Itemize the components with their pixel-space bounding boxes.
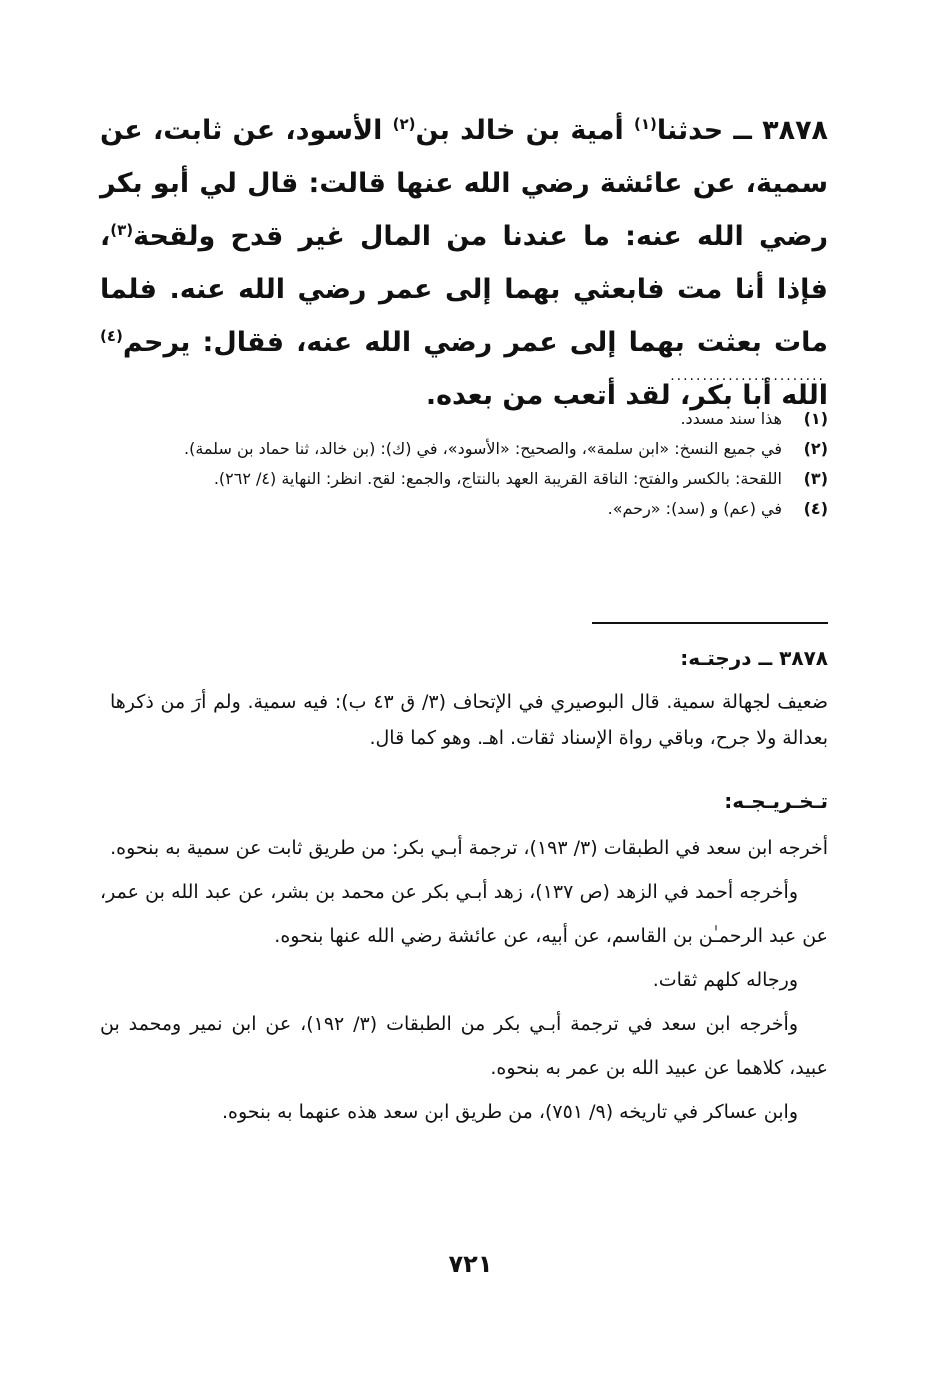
takhrij-paragraph: أخرجه ابن سعد في الطبقات (٣/ ١٩٣)، ترجمة أبـي بكر: من طريق ثابت عن سمية به بنحوه. (110, 837, 828, 859)
footnote-4 (100, 494, 828, 524)
footnote-separator: ........................ (670, 368, 825, 384)
footnote-3 (100, 464, 828, 494)
footnote-ref-1[interactable]: (١) (633, 115, 657, 133)
footnote-ref-3[interactable]: (٣) (110, 221, 134, 239)
grade-heading: ٣٨٧٨ ــ درجتـه: (680, 646, 828, 670)
footnote-ref-4[interactable]: (٤) (100, 327, 123, 345)
section-divider (592, 622, 828, 624)
footnote-2 (100, 434, 828, 464)
footnote-text: اللقحة: بالكسر والفتح: الناقة القريبة العهد بالنتاج، والجمع: لقح. انظر: النهاية (٤/ ٢٦٢). (213, 469, 782, 488)
takhrij-paragraph: وأخرجه ابن سعد في ترجمة أبـي بكر من الطبقات (٣/ ١٩٢)، عن ابن نمير ومحمد بن عبيد، كلاهما عن عبيد الله بن عمر به بنحوه. (100, 1013, 828, 1079)
hadith-part-2: أمية بن خالد بن (415, 115, 624, 146)
takhrij-paragraph: وابن عساكر في تاريخه (٩/ ٧٥١)، من طريق ابن سعد هذه عنهما به بنحوه. (221, 1101, 798, 1123)
page-number: ٧٢١ (448, 1250, 493, 1278)
hadith-part-5: الله أبا بكر، لقد أتعب من بعده. (425, 380, 828, 411)
hadith-part-1: حدثنا (656, 115, 724, 146)
footnote-text: هذا سند مسدد. (680, 409, 782, 428)
grade-text: ضعيف لجهالة سمية. قال البوصيري في الإتحاف (٣/ ق ٤٣ ب): فيه سمية. ولم أرَ من ذكرها بعدالة ولا جرح، وباقي رواة الإسناد ثقات. اهـ. وهو كما قال. (110, 691, 828, 749)
footnote-number: (٤) (803, 499, 828, 518)
footnote-number: (٢) (803, 439, 828, 458)
takhrij-paragraph: ورجاله كلهم ثقات. (652, 969, 798, 991)
hadith-part-3: الأسود، عن ثابت، عن سمية، عن عائشة رضي الله عنها قالت: قال لي أبو بكر رضي الله عنه: ما عندنا من المال غير قدح ولقحة (100, 115, 828, 252)
takhrij-heading: تـخـريـجـه: (724, 789, 828, 813)
hadith-part-4: ، فإذا أنا مت فابعثي بهما إلى عمر رضي الله عنه. فلما مات بعثت بهما إلى عمر رضي الله عنه، فقال: يرحم (100, 221, 828, 358)
footnote-number: (١) (803, 409, 828, 428)
footnote-text: في جميع النسخ: «ابن سلمة»، والصحيح: «الأسود»، في (ك): (بن خالد، ثنا حماد بن سلمة). (184, 439, 782, 458)
footnote-text: في (عم) و (سد): «رحم». (607, 499, 782, 518)
footnote-ref-2[interactable]: (٢) (392, 115, 416, 133)
takhrij-section (100, 826, 828, 1134)
takhrij-paragraph: وأخرجه أحمد في الزهد (ص ١٣٧)، زهد أبـي بكر عن محمد بن بشر، عن عبد الله بن عمر، عن عبد الرحمـٰن بن القاسم، عن أبيه، عن عائشة رضي الله عنها بنحوه. (100, 881, 828, 947)
footnotes-list (100, 404, 828, 524)
footnote-number: (٣) (803, 469, 828, 488)
hadith-number: ٣٨٧٨ ــ (733, 115, 829, 146)
footnote-1 (100, 404, 828, 434)
